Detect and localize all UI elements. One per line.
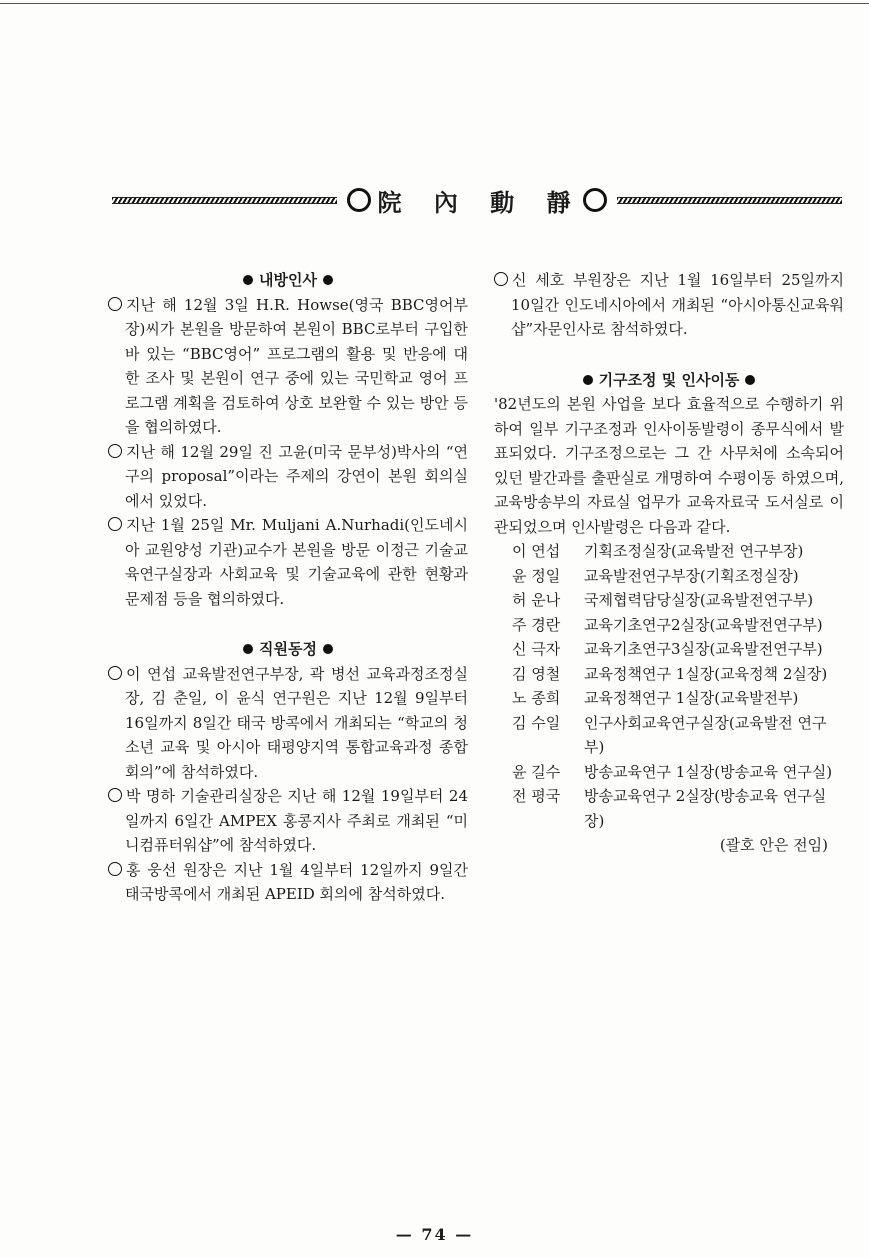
circle-bullet-icon [108,862,122,876]
title-text: 院 內 動 靜 [377,187,583,217]
circle-bullet-icon [108,666,122,680]
page-title [347,183,606,218]
circle-icon [583,188,607,212]
appointment-row: 허 운나 국제협력담당실장(교육발전연구부) [512,591,814,609]
header-band-right [617,197,842,204]
bullet-dot-icon [583,375,593,385]
list-item: 지난 해 12월 3일 H.R. Howse(영국 BBC영어부장)씨가 본원을 방문하여 본원이 BBC로부터 구입한 바 있는 “BBC영어” 프로그램의 활용 및 반응에 대한 조사 및 본원이 연구 중에 있는 국민학교 영어 프로그램 계획을 검토하여 상호 보완할 수 있는 방안 등을 협의하였다. [108,293,468,440]
circle-bullet-icon [108,517,122,531]
circle-bullet-icon [108,444,122,458]
list-item: 지난 해 12월 29일 진 고윤(미국 문부성)박사의 “연구의 proposal”이라는 주제의 강연이 본원 회의실에서 있었다. [108,440,468,514]
appointment-row: 신 극자 교육기초연구3실장(교육발전연구부) [512,640,823,658]
visits-heading: 내방인사 [108,268,468,293]
reorg-heading: 기구조정 및 인사이동 [494,368,844,393]
list-item: 이 연섭 교육발전연구부장, 곽 병선 교육과정조정실장, 김 춘일, 이 윤식 연구원은 지난 12월 9일부터 16일까지 8일간 태국 방콕에서 개최되는 “학교의 청소년 교육 및 아시아 태평양지역 통합교육과정 종합회의”에 참석하였다. [108,662,468,785]
appointment-row: 김 영철 교육정책연구 1실장(교육정책 2실장) [512,664,828,683]
appointment-row: 전 평국 방송교육연구 2실장(방송교육 연구실장) [512,787,827,830]
appointment-row: 노 종희 교육정책연구 1실장(교육발전부) [512,689,799,707]
reorg-intro: '82년도의 본원 사업을 보다 효율적으로 수행하기 위하여 일부 기구조정과 인사이동발령이 종무식에서 발표되었다. 기구조정으로는 그 간 사무처에 소속되어 있던 발간과를 출판실로 개명하여 수평이동 하였으며, 교육방송부의 자료실 업무가 교육자료국 도서실로 이관되었으며 인사발령은 다음과 같다. [494,395,844,536]
header-band-left [112,197,337,204]
list-item: 홍 웅선 원장은 지난 1월 4일부터 12일까지 9일간 태국방콕에서 개최된 APEID 회의에 참석하였다. [108,858,468,907]
list-item: 신 세호 부원장은 지난 1월 16일부터 25일까지 10일간 인도네시아에서 개최된 “아시아통신교육워샵”자문인사로 참석하였다. [494,268,844,342]
bracket-note: (괄호 안은 전임) [719,836,828,854]
page-number: — 74 — [395,1225,474,1244]
appointment-row: 이 연섭 기획조정실장(교육발전 연구부장) [512,542,804,560]
left-column [108,268,468,907]
circle-bullet-icon [108,788,122,802]
list-item: 박 명하 기술관리실장은 지난 해 12월 19일부터 24일까지 6일간 AMPEX 홍콩지사 주최로 개최된 “미니컴퓨터워샵”에 참석하였다. [108,784,468,858]
appointment-row: 윤 정일 교육발전연구부장(기획조정실장) [512,566,799,585]
section-header [112,185,842,215]
bullet-dot-icon [745,375,755,385]
appointment-list [494,539,844,833]
circle-bullet-icon [108,297,122,311]
circle-icon [347,188,371,212]
staff-news-heading: 직원동정 [108,637,468,662]
bullet-dot-icon [323,644,333,654]
appointment-row: 주 경란 교육기초연구2실장(교육발전연구부) [512,615,823,634]
list-item: 지난 1월 25일 Mr. Muljani A.Nurhadi(인도네시아 교원양성 기관)교수가 본원을 방문 이정근 기술교육연구실장과 사회교육 및 기술교육에 관한 현황과 문제점 등을 협의하였다. [108,513,468,611]
bullet-dot-icon [243,644,253,654]
appointment-row: 김 수일 인구사회교육연구실장(교육발전 연구부) [512,713,827,756]
right-column [494,268,844,858]
circle-bullet-icon [494,272,508,286]
bullet-dot-icon [323,275,333,285]
appointment-row: 윤 길수 방송교육연구 1실장(방송교육 연구실) [512,762,833,781]
bullet-dot-icon [243,275,253,285]
top-border-line [0,3,869,4]
